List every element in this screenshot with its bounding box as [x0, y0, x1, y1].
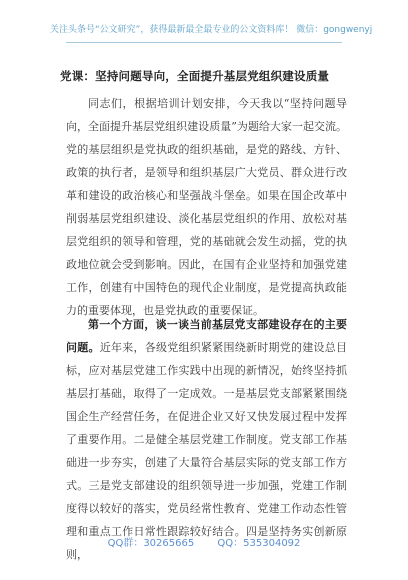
paragraph-1: [66, 92, 347, 317]
page-footer: [0, 537, 408, 551]
page-header-banner: 关注头条号“公文研究”，获得最新最全最专业的公文资料库！ 微信：gongwenyj: [50, 25, 373, 35]
paragraph-1-text: 同志们，根据培训计划安排，今天我以“坚持问题导向，全面提升基层党组织建设质量”为题给大家一起交流。党的基层组织是党执政的组织基础，是党的路线、方针、政策的执行者，是领导和组织基层广大党员、群众进行改革和建设的政治核心和坚强战斗堡垒。如果在国企改革中削弱基层党组织建设、淡化基层党组织的作用、放松对基层党组织的领导和管理，党的基础就会发生动摇，党的执政地位就会受到影响。因此，在国有企业坚持和加强党建工作，创建有中国特色的现代企业制度，是党提高执政能力的重要体现，也是党执政的重要保证。: [66, 97, 347, 317]
paragraph-2-text: [66, 313, 347, 566]
paragraph-2-body: 近年来，各级党组织紧紧围绕新时期党的建设总目标，应对基层党建工作实践中出现的新情况，始终坚持抓基层打基础，取得了一定成效。一是基层党支部紧紧围绕国企生产经营任务，在促进企业又好又快发展过程中发挥了重要作用。二是健全基层党建工作制度。党支部工作基础进一步夯实，创建了大量符合基层实际的党支部工作方式。三是党支部建设的组织领导进一步加强，党建工作制度得以较好的落实，党员经常性教育、党建工作动态性管理和重点工作日常性跟踪较好结合。四是坚持务实创新原则，: [66, 341, 347, 561]
qq-group-label: QQ群：30265665: [107, 538, 195, 549]
qq-contact-label: QQ：535304092: [217, 538, 301, 549]
paragraph-2-lead: 第一个方面，谈一谈当前基层党支部建设存在的主要问题。: [66, 318, 347, 354]
header-divider: [66, 42, 342, 43]
document-title: 党课：坚持问题导向，全面提升基层党组织建设质量: [60, 69, 330, 83]
